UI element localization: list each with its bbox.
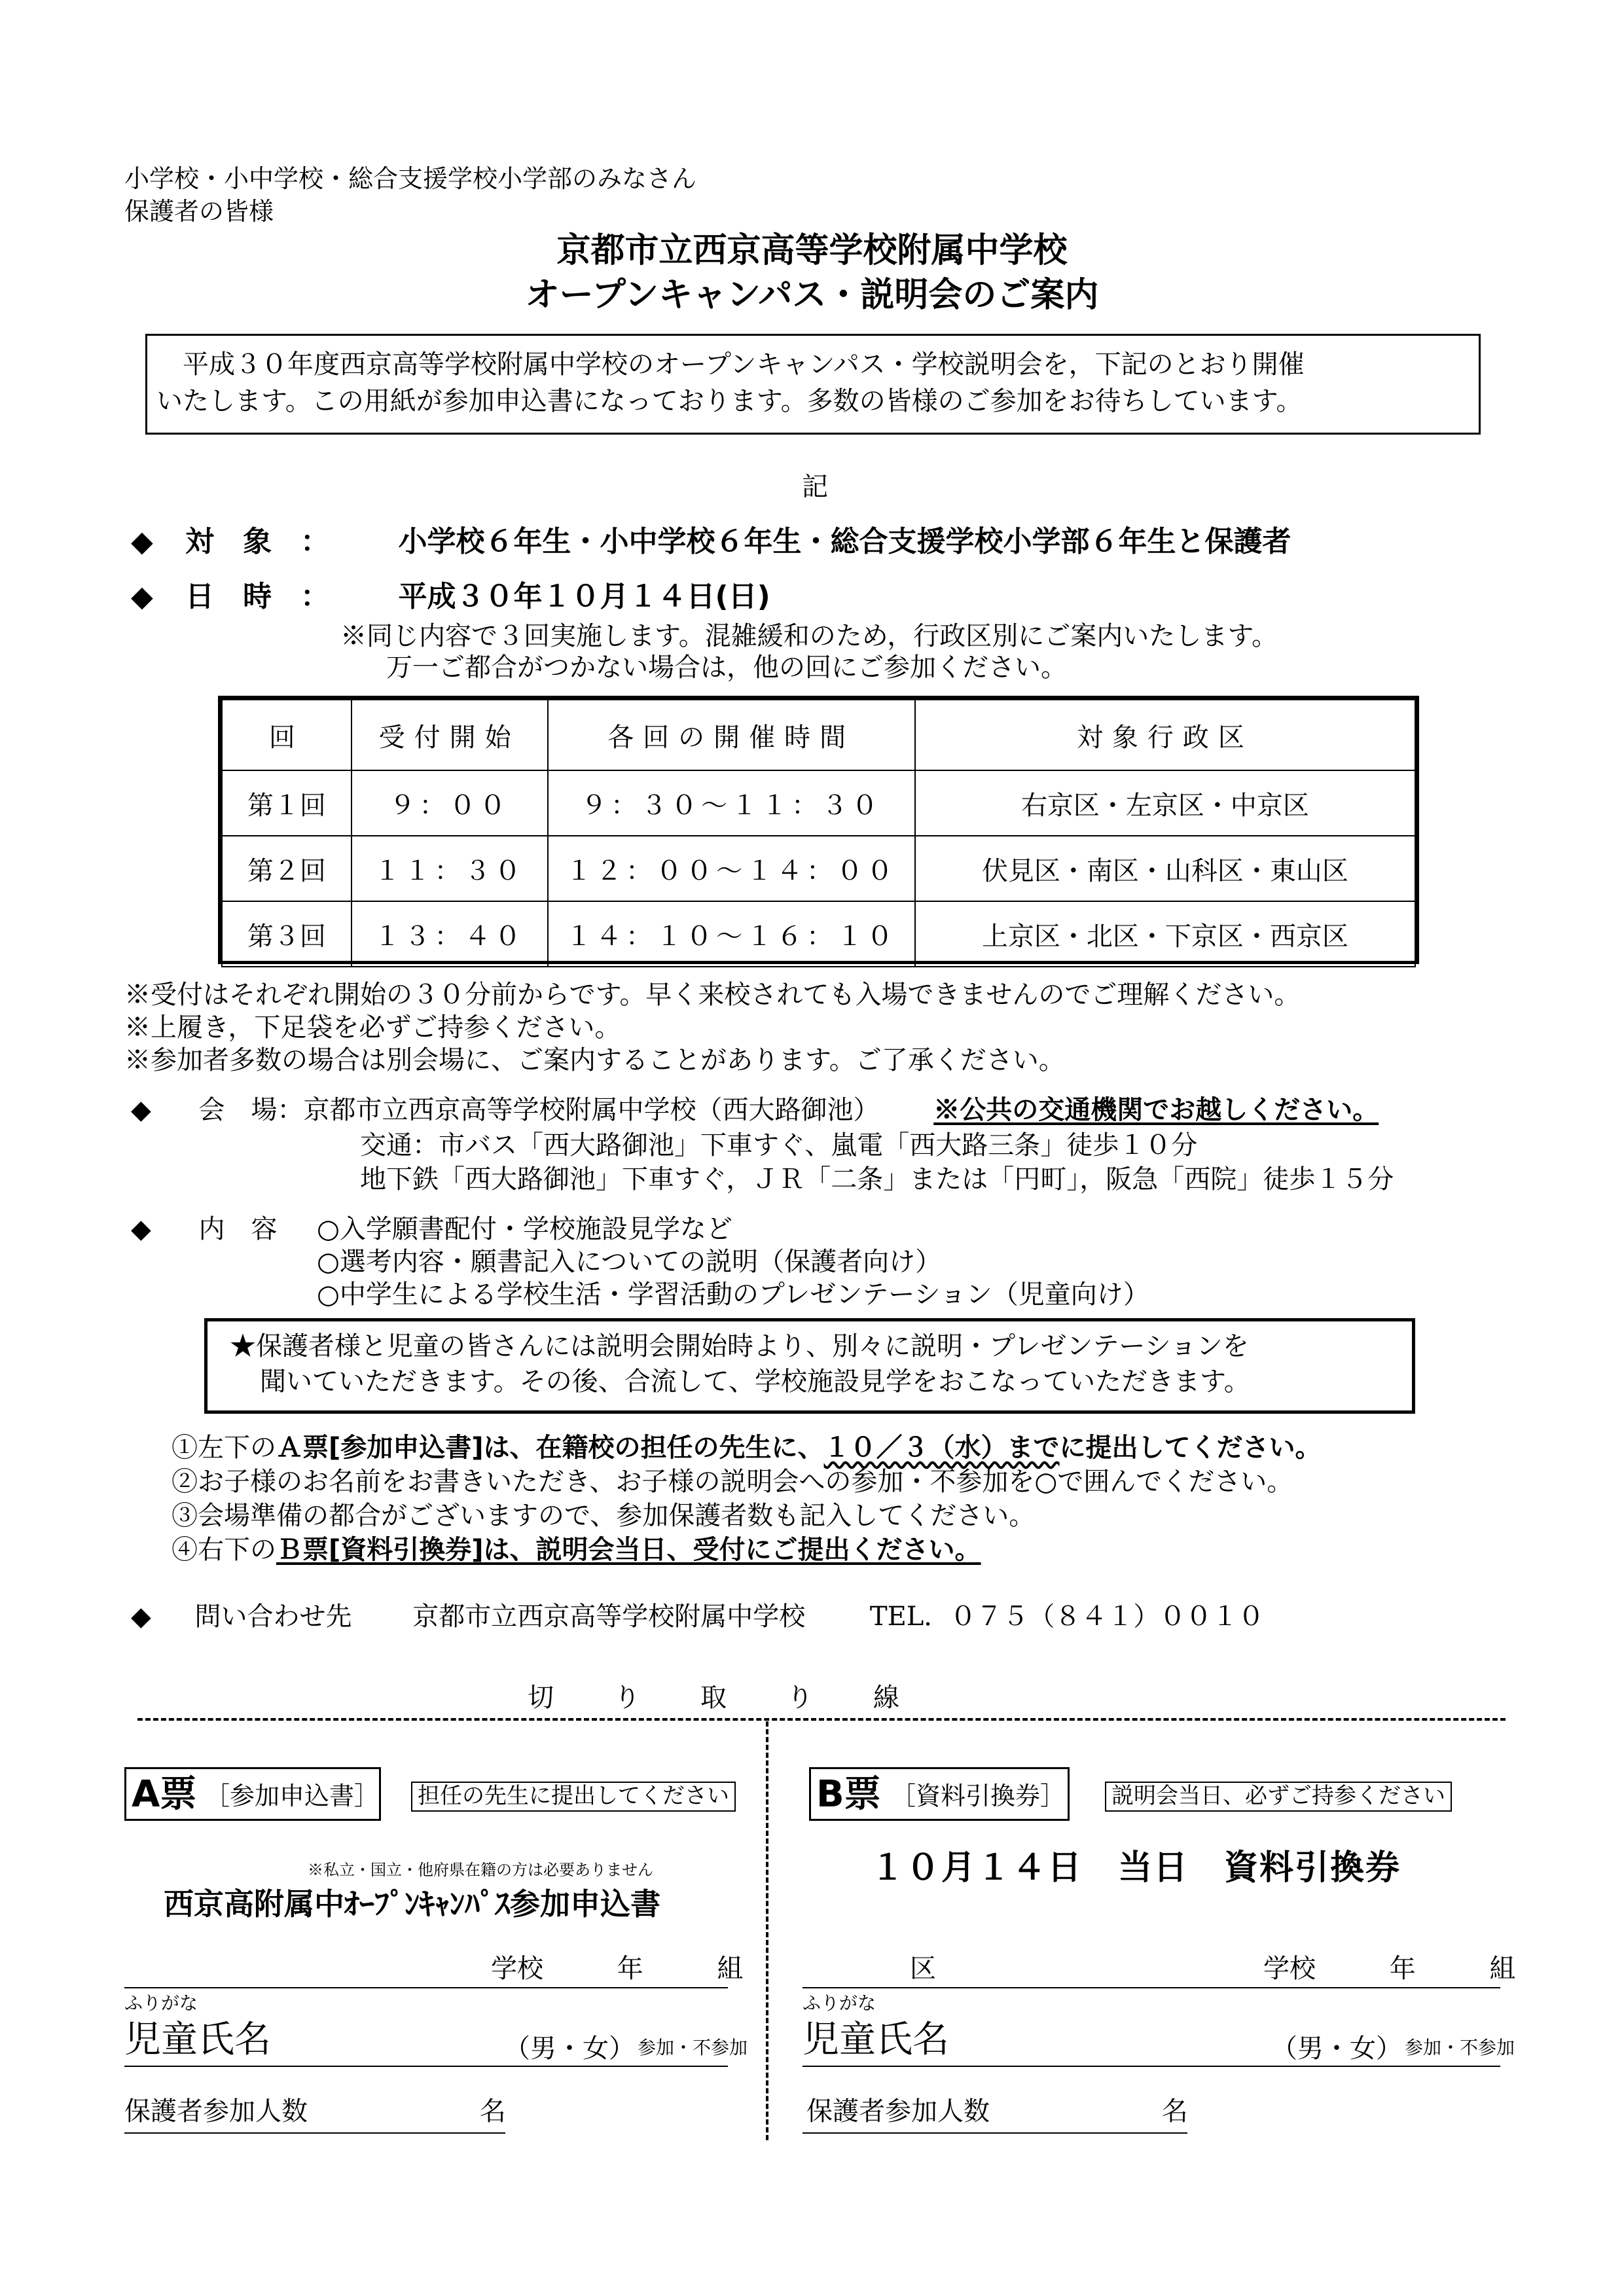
ticket-a-title: 西京高附属中ｵｰﾌﾟﾝｷｬﾝﾊﾟｽ参加申込書 <box>164 1886 660 1922</box>
intro-line-1: 平成３０年度西京高等学校附属中学校のオープンキャンパス・学校説明会を，下記のとおり開催 <box>156 350 1305 380</box>
page-title-event: オープンキャンパス・説明会のご案内 <box>525 276 1099 315</box>
contact-label: 問い合わせ先 <box>194 1602 352 1632</box>
content-row <box>131 1212 277 1246</box>
header-round: 回 <box>222 700 352 770</box>
guardian-count-row <box>124 2094 506 2128</box>
schedule-table <box>221 699 1416 967</box>
ticket-a-ref: Ａ票[参加申込書] <box>276 1433 484 1463</box>
venue-access-1: 交通：市バス「西大路御池」下車すぐ、嵐電「西大路三条」徒歩１０分 <box>360 1130 1198 1160</box>
guardian-count-row <box>806 2094 1188 2128</box>
content-label: 内 容 <box>198 1214 278 1244</box>
table-row <box>222 770 1415 836</box>
instruction-1 <box>171 1431 1322 1465</box>
diamond-bullet-icon: ◆ <box>131 1602 151 1632</box>
instruction-4-suffix: は、説明会当日、受付にご提出ください。 <box>483 1535 981 1565</box>
target-value: 小学校６年生・小中学校６年生・総合支援学校小学部６年生と保護者 <box>398 525 1291 558</box>
ward-label: 区 <box>910 1954 936 1984</box>
star-note-line-2: 聞いていただきます。その後、合流して、学校施設見学をおこなっていただきます。 <box>260 1367 1250 1397</box>
datetime-note-2: 万一ご都合がつかない場合は，他の回にご参加ください。 <box>386 653 1067 683</box>
attend-choice[interactable]: 参加・不参加 <box>1405 2037 1515 2058</box>
child-name-input-line[interactable] <box>124 2066 728 2067</box>
instruction-1-prefix: ①左下の <box>171 1433 276 1463</box>
cut-line-label: 切 り 取 り 線 <box>528 1683 902 1713</box>
child-name-label: 児童氏名 <box>803 2018 949 2061</box>
intro-box <box>145 334 1481 435</box>
header-session-time: 各回の開催時間 <box>548 700 915 770</box>
diamond-bullet-icon: ◆ <box>131 1095 151 1125</box>
wards-cell: 右京区・左京区・中京区 <box>915 770 1415 836</box>
datetime-note-1: ※同じ内容で３回実施します。混雑緩和のため，行政区別にご案内いたします。 <box>340 621 1278 651</box>
wards-cell: 上京区・北区・下京区・西京区 <box>915 901 1415 967</box>
guardian-count-label: 保護者参加人数 <box>124 2096 308 2126</box>
content-item-2: ○選考内容・願書記入についての説明（保護者向け） <box>317 1247 942 1277</box>
reception-cell: １３：４０ <box>352 901 548 967</box>
wards-cell: 伏見区・南区・山科区・東山区 <box>915 836 1415 901</box>
furigana-label: ふりがな <box>803 1992 876 2014</box>
note-shoes: ※上履き，下足袋を必ずご持参ください。 <box>124 1013 621 1043</box>
grade-label: 年 <box>1389 1954 1416 1984</box>
ticket-b-title: １０月１４日 当日 資料引換券 <box>871 1848 1401 1888</box>
note-reception: ※受付はそれぞれ開始の３０分前からです。早く来校されても入場できませんのでご理解ください。 <box>124 980 1301 1010</box>
table-header-row <box>222 700 1415 770</box>
ward-school-input-line[interactable] <box>803 1987 1500 1988</box>
ticket-b-note: 説明会当日、必ずご持参ください <box>1105 1782 1452 1812</box>
content-item-3: ○中学生による学校生活・学習活動のプレゼンテーション（児童向け） <box>317 1280 1149 1310</box>
contact-row <box>131 1600 1264 1634</box>
people-unit: 名 <box>1161 2096 1188 2126</box>
people-unit: 名 <box>479 2096 506 2126</box>
ticket-a-note: 担任の先生に提出してください <box>411 1782 736 1812</box>
ticket-b-label: ［資料引換券］ <box>891 1782 1066 1810</box>
furigana-label: ふりがな <box>124 1992 198 2014</box>
guardian-count-input-line[interactable] <box>803 2132 1187 2134</box>
ticket-a-code: A票 <box>132 1773 197 1816</box>
instruction-4 <box>171 1533 981 1567</box>
child-name-input-line[interactable] <box>803 2066 1500 2067</box>
ticket-b-school-row <box>1263 1952 1515 1986</box>
school-label: 学校 <box>491 1954 543 1984</box>
header-reception: 受付開始 <box>352 700 548 770</box>
venue-row <box>131 1093 1379 1127</box>
note-alt-venue: ※参加者多数の場合は別会場に、ご案内することがあります。ご了承ください。 <box>124 1045 1065 1075</box>
instruction-3: ③会場準備の都合がございますので、参加保護者数も記入してください。 <box>171 1501 1036 1531</box>
venue-access-2: 地下鉄「西大路御池」下車すぐ，ＪＲ「二条」または「円町」，阪急「西院」徒歩１５分 <box>360 1164 1394 1194</box>
ticket-b-ref: Ｂ票[資料引換券] <box>276 1535 484 1565</box>
session-time-cell: １４：１０～１６：１０ <box>548 901 915 967</box>
reception-cell: １１：３０ <box>352 836 548 901</box>
child-name-label: 児童氏名 <box>124 2018 271 2061</box>
table-row <box>222 901 1415 967</box>
table-row <box>222 836 1415 901</box>
page-title-school: 京都市立西京高等学校附属中学校 <box>556 231 1068 270</box>
venue-emphasis: ※公共の交通機関でお越しください。 <box>933 1094 1379 1125</box>
ticket-a-header <box>124 1767 381 1821</box>
session-time-cell: ９：３０～１１：３０ <box>548 770 915 836</box>
datetime-row <box>131 579 770 615</box>
grade-label: 年 <box>617 1954 643 1984</box>
cut-line-vertical <box>766 1721 768 2140</box>
round-cell: 第３回 <box>222 901 352 967</box>
guardian-count-label: 保護者参加人数 <box>806 2096 990 2126</box>
star-note-line-1: ★保護者様と児童の皆さんには説明会開始時より、別々に説明・プレゼンテーションを <box>230 1331 1249 1361</box>
deadline: １０／３（水）まで <box>823 1433 1060 1463</box>
ticket-b-header <box>809 1767 1070 1821</box>
round-cell: 第２回 <box>222 836 352 901</box>
ticket-a-school-row <box>491 1952 743 1986</box>
target-label: 対 象 ： <box>185 525 330 558</box>
class-label: 組 <box>1489 1954 1516 1984</box>
round-cell: 第１回 <box>222 770 352 836</box>
diamond-bullet-icon: ◆ <box>131 580 153 613</box>
datetime-value: 平成３０年１０月１４日(日) <box>398 580 770 613</box>
content-item-1: ○入学願書配付・学校施設見学など <box>317 1214 732 1244</box>
ticket-b-code: B票 <box>816 1773 881 1816</box>
sex-choice[interactable]: （男・女） <box>1271 2034 1402 2064</box>
diamond-bullet-icon: ◆ <box>131 525 153 558</box>
sex-choice[interactable]: （男・女） <box>504 2034 635 2064</box>
datetime-label: 日 時 ： <box>185 580 330 613</box>
ki-heading: 記 <box>802 472 828 502</box>
instruction-1-mid: は、在籍校の担任の先生に、 <box>483 1433 824 1463</box>
instruction-1-suffix: に提出してください。 <box>1059 1433 1322 1463</box>
instruction-2: ②お子様のお名前をお書きいただき、お子様の説明会への参加・不参加を○で囲んでください。 <box>171 1467 1293 1497</box>
intro-line-2: いたします。この用紙が参加申込書になっております。多数の皆様のご参加をお待ちしています。 <box>156 386 1303 416</box>
guardian-count-input-line[interactable] <box>124 2132 505 2134</box>
target-row <box>131 524 1291 560</box>
diamond-bullet-icon: ◆ <box>131 1214 151 1244</box>
ticket-a-label: ［参加申込書］ <box>205 1782 380 1810</box>
header-wards: 対象行政区 <box>915 700 1415 770</box>
addressee-students: 小学校・小中学校・総合支援学校小学部のみなさん <box>124 164 697 193</box>
cut-line-horizontal <box>137 1718 1506 1721</box>
ticket-a-exempt: ※私立・国立・他府県在籍の方は必要ありません <box>308 1861 653 1879</box>
contact-school: 京都市立西京高等学校附属中学校 <box>412 1602 806 1632</box>
instruction-4-prefix: ④右下の <box>171 1535 276 1565</box>
class-label: 組 <box>717 1954 744 1984</box>
contact-tel: TEL．０７５（８４１）００１０ <box>869 1602 1265 1632</box>
session-time-cell: １２：００～１４：００ <box>548 836 915 901</box>
addressee-guardians: 保護者の皆様 <box>124 197 274 226</box>
school-label: 学校 <box>1263 1954 1316 1984</box>
school-input-line[interactable] <box>124 1987 728 1988</box>
star-note-box <box>204 1318 1415 1414</box>
reception-cell: ９：００ <box>352 770 548 836</box>
venue-label: 会 場：京都市立西京高等学校附属中学校（西大路御池） <box>198 1095 880 1125</box>
attend-choice[interactable]: 参加・不参加 <box>638 2037 748 2058</box>
